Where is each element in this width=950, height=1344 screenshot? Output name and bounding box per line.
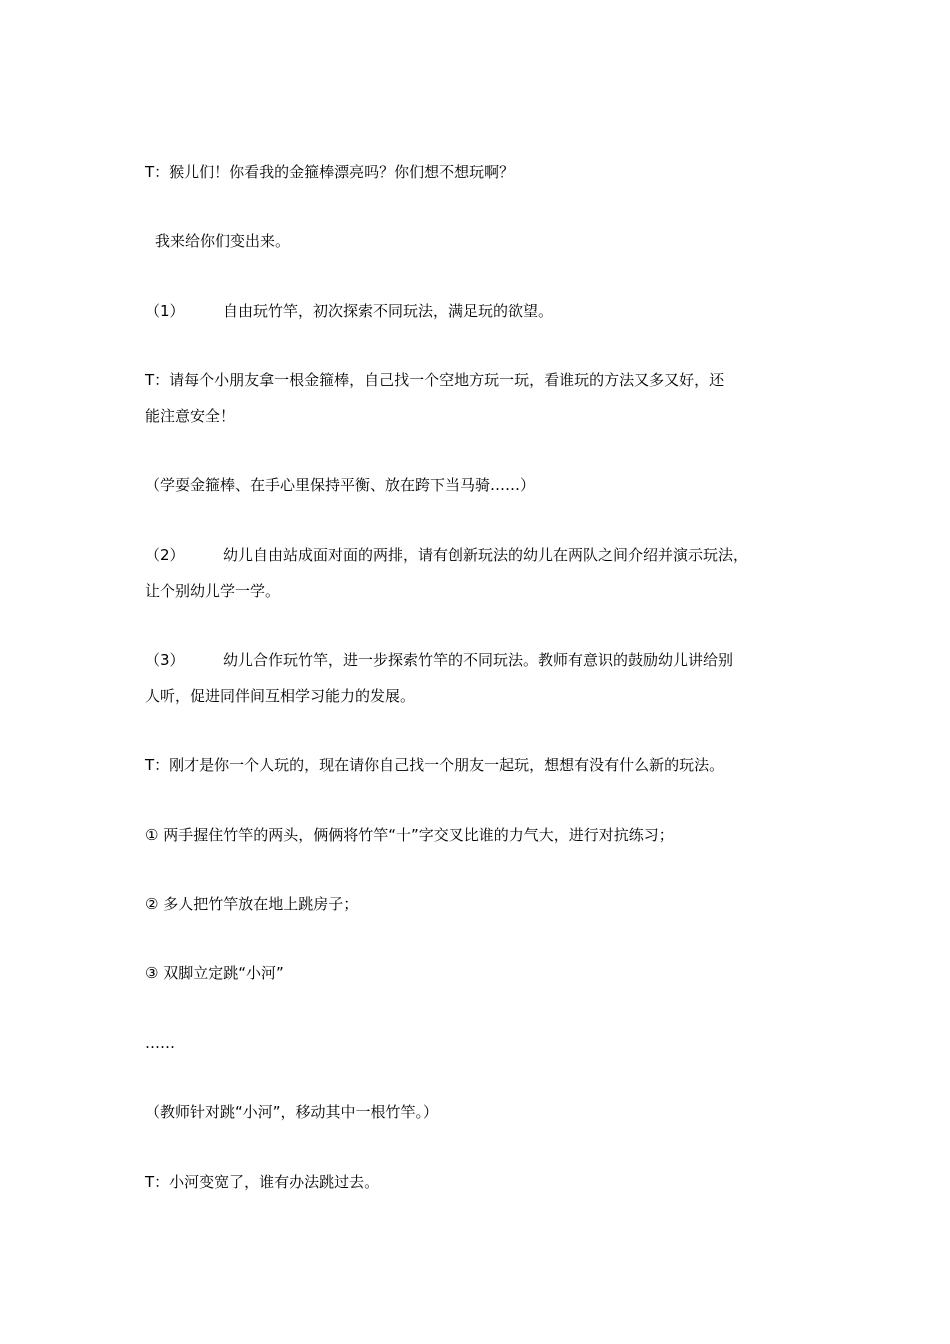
step-2 (145, 545, 748, 565)
paragraph-activities: （学耍金箍棒、在手心里保持平衡、放在跨下当马骑……） (145, 476, 536, 494)
list-item-3: ③ 双脚立定跳“小河” (145, 964, 284, 982)
step-2-number: （2） (145, 546, 185, 564)
list-item-2: ② 多人把竹竿放在地上跳房子； (145, 895, 359, 913)
step-1-text: 自由玩竹竿，初次探索不同玩法，满足玩的欲望。 (223, 302, 554, 320)
step-2-continued: 让个别幼儿学一学。 (145, 582, 281, 600)
paragraph-transform: 我来给你们变出来。 (155, 232, 291, 250)
step-3-text: 幼儿合作玩竹竿，进一步探索竹竿的不同玩法。教师有意识的鼓励幼儿讲给别 (223, 651, 734, 669)
paragraph-partner: T：刚才是你一个人玩的，现在请你自己找一个朋友一起玩，想想有没有什么新的玩法。 (145, 756, 725, 774)
paragraph-river: T：小河变宽了，谁有办法跳过去。 (145, 1173, 380, 1191)
step-3-number: （3） (145, 651, 185, 669)
paragraph-instruction-line1: T：请每个小朋友拿一根金箍棒，自己找一个空地方玩一玩，看谁玩的方法又多又好，还 (145, 371, 725, 389)
list-ellipsis: …… (145, 1034, 175, 1052)
list-item-1: ① 两手握住竹竿的两头，俩俩将竹竿“十”字交叉比谁的力气大，进行对抗练习； (145, 826, 674, 844)
step-1 (145, 301, 553, 321)
step-3-continued: 人听，促进同伴间互相学习能力的发展。 (145, 687, 416, 705)
step-3 (145, 650, 733, 670)
step-1-number: （1） (145, 302, 185, 320)
step-2-text: 幼儿自由站成面对面的两排，请有创新玩法的幼儿在两队之间介绍并演示玩法， (223, 546, 749, 564)
paragraph-intro: T：猴儿们！你看我的金箍棒漂亮吗？你们想不想玩啊？ (145, 163, 515, 181)
paragraph-instruction-line2: 能注意安全！ (145, 407, 236, 425)
paragraph-teacher-note: （教师针对跳“小河”，移动其中一根竹竿。） (145, 1103, 439, 1121)
